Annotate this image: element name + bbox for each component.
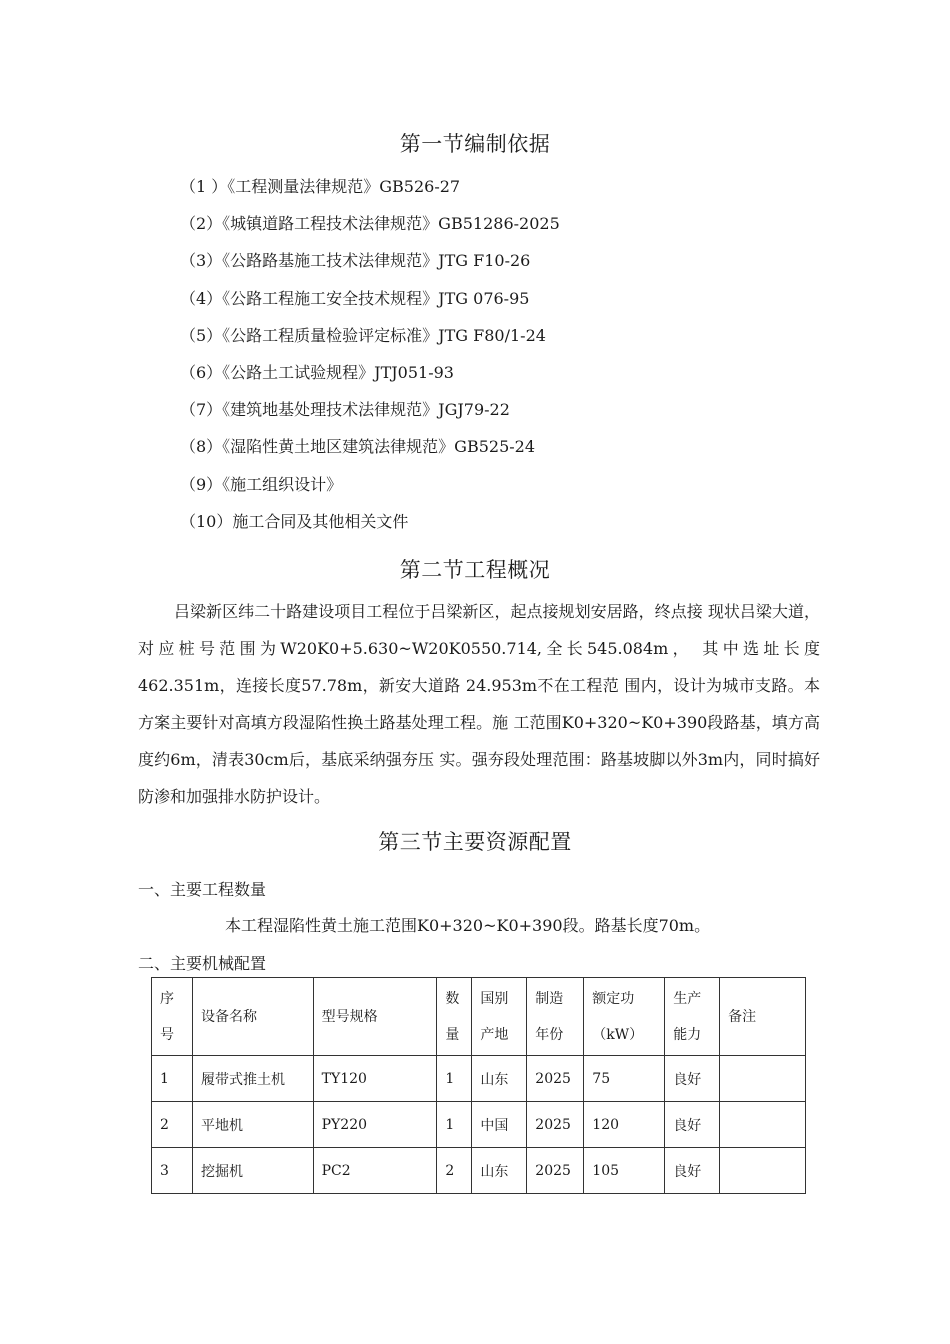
header-year: 制造 年份 bbox=[527, 978, 584, 1056]
cell-model: PY220 bbox=[313, 1102, 437, 1148]
cell-origin: 中国 bbox=[472, 1102, 527, 1148]
project-overview-paragraph: 吕梁新区纬二十路建设项目工程位于吕梁新区，起点接规划安居路，终点接 现状吕梁大道，对应桩号范围为W20K0+5.630~W20K0550.714,全长545.084m， 其中选址长度462.351m，连接长度57.78m，新安大道路 24.953m不在工程范 围内，设计为城市支路。本方案主要针对高填方段湿陷性换土路基处理工程。施 工范围K0+320~K0+390段路基，填方高度约6m，清表30cm后，基底采纳强夯压 实。强夯段处理范围：路基坡脚以外3m内，同时搞好防渗和加强排水防护设计。 bbox=[138, 602, 820, 806]
section-3-title: 第三节主要资源配置 bbox=[378, 830, 572, 854]
cell-seq: 2 bbox=[152, 1102, 193, 1148]
cell-equipment-name: 挖掘机 bbox=[192, 1148, 313, 1194]
cell-remarks bbox=[720, 1148, 806, 1194]
reference-item: （2）《城镇道路工程技术法律规范》GB51286-2025 bbox=[180, 214, 560, 234]
table-row bbox=[152, 1148, 806, 1194]
table-row bbox=[152, 1102, 806, 1148]
cell-remarks bbox=[720, 1056, 806, 1102]
reference-item: （10）施工合同及其他相关文件 bbox=[180, 511, 409, 531]
cell-remarks bbox=[720, 1102, 806, 1148]
cell-rated-power: 105 bbox=[584, 1148, 665, 1194]
reference-list bbox=[180, 176, 560, 548]
cell-seq: 3 bbox=[152, 1148, 193, 1194]
quantity-heading: 一、主要工程数量 bbox=[138, 880, 267, 899]
header-capacity: 生产 能力 bbox=[665, 978, 720, 1056]
header-rated-power: 额定功 （kW） bbox=[584, 978, 665, 1056]
cell-origin: 山东 bbox=[472, 1056, 527, 1102]
cell-model: TY120 bbox=[313, 1056, 437, 1102]
cell-capacity: 良好 bbox=[665, 1102, 720, 1148]
table-header-row bbox=[152, 978, 806, 1056]
cell-quantity: 1 bbox=[437, 1102, 472, 1148]
reference-item: （4）《公路工程施工安全技术规程》JTG 076-95 bbox=[180, 288, 530, 308]
table-row bbox=[152, 1056, 806, 1102]
cell-year: 2025 bbox=[527, 1148, 584, 1194]
cell-origin: 山东 bbox=[472, 1148, 527, 1194]
header-seq: 序 号 bbox=[152, 978, 193, 1056]
quantity-text: 本工程湿陷性黄土施工范围K0+320~K0+390段。路基长度70m。 bbox=[225, 916, 711, 935]
header-model: 型号规格 bbox=[313, 978, 437, 1056]
header-quantity: 数 量 bbox=[437, 978, 472, 1056]
section-1-title: 第一节编制依据 bbox=[399, 132, 551, 156]
reference-item: （1 ）《工程测量法律规范》GB526-27 bbox=[180, 177, 461, 196]
cell-year: 2025 bbox=[527, 1056, 584, 1102]
reference-item: （6）《公路土工试验规程》JTJ051-93 bbox=[180, 362, 454, 382]
header-remarks: 备注 bbox=[720, 978, 806, 1056]
cell-rated-power: 120 bbox=[584, 1102, 665, 1148]
reference-item: （9）《施工组织设计》 bbox=[180, 474, 343, 494]
machinery-heading: 二、主要机械配置 bbox=[138, 954, 267, 973]
section-2-title: 第二节工程概况 bbox=[399, 558, 551, 582]
cell-quantity: 1 bbox=[437, 1056, 472, 1102]
cell-capacity: 良好 bbox=[665, 1148, 720, 1194]
cell-equipment-name: 履带式推土机 bbox=[192, 1056, 313, 1102]
cell-quantity: 2 bbox=[437, 1148, 472, 1194]
cell-rated-power: 75 bbox=[584, 1056, 665, 1102]
header-origin: 国别 产地 bbox=[472, 978, 527, 1056]
reference-item: （7）《建筑地基处理技术法律规范》JGJ79-22 bbox=[180, 400, 510, 420]
cell-capacity: 良好 bbox=[665, 1056, 720, 1102]
cell-seq: 1 bbox=[152, 1056, 193, 1102]
reference-item: （3）《公路路基施工技术法律规范》JTG F10-26 bbox=[180, 251, 531, 271]
header-equipment-name: 设备名称 bbox=[192, 978, 313, 1056]
cell-year: 2025 bbox=[527, 1102, 584, 1148]
cell-equipment-name: 平地机 bbox=[192, 1102, 313, 1148]
reference-item: （5）《公路工程质量检验评定标准》JTG F80/1-24 bbox=[180, 325, 546, 345]
machinery-table bbox=[151, 977, 806, 1194]
cell-model: PC2 bbox=[313, 1148, 437, 1194]
reference-item: （8）《湿陷性黄土地区建筑法律规范》GB525-24 bbox=[180, 437, 536, 457]
